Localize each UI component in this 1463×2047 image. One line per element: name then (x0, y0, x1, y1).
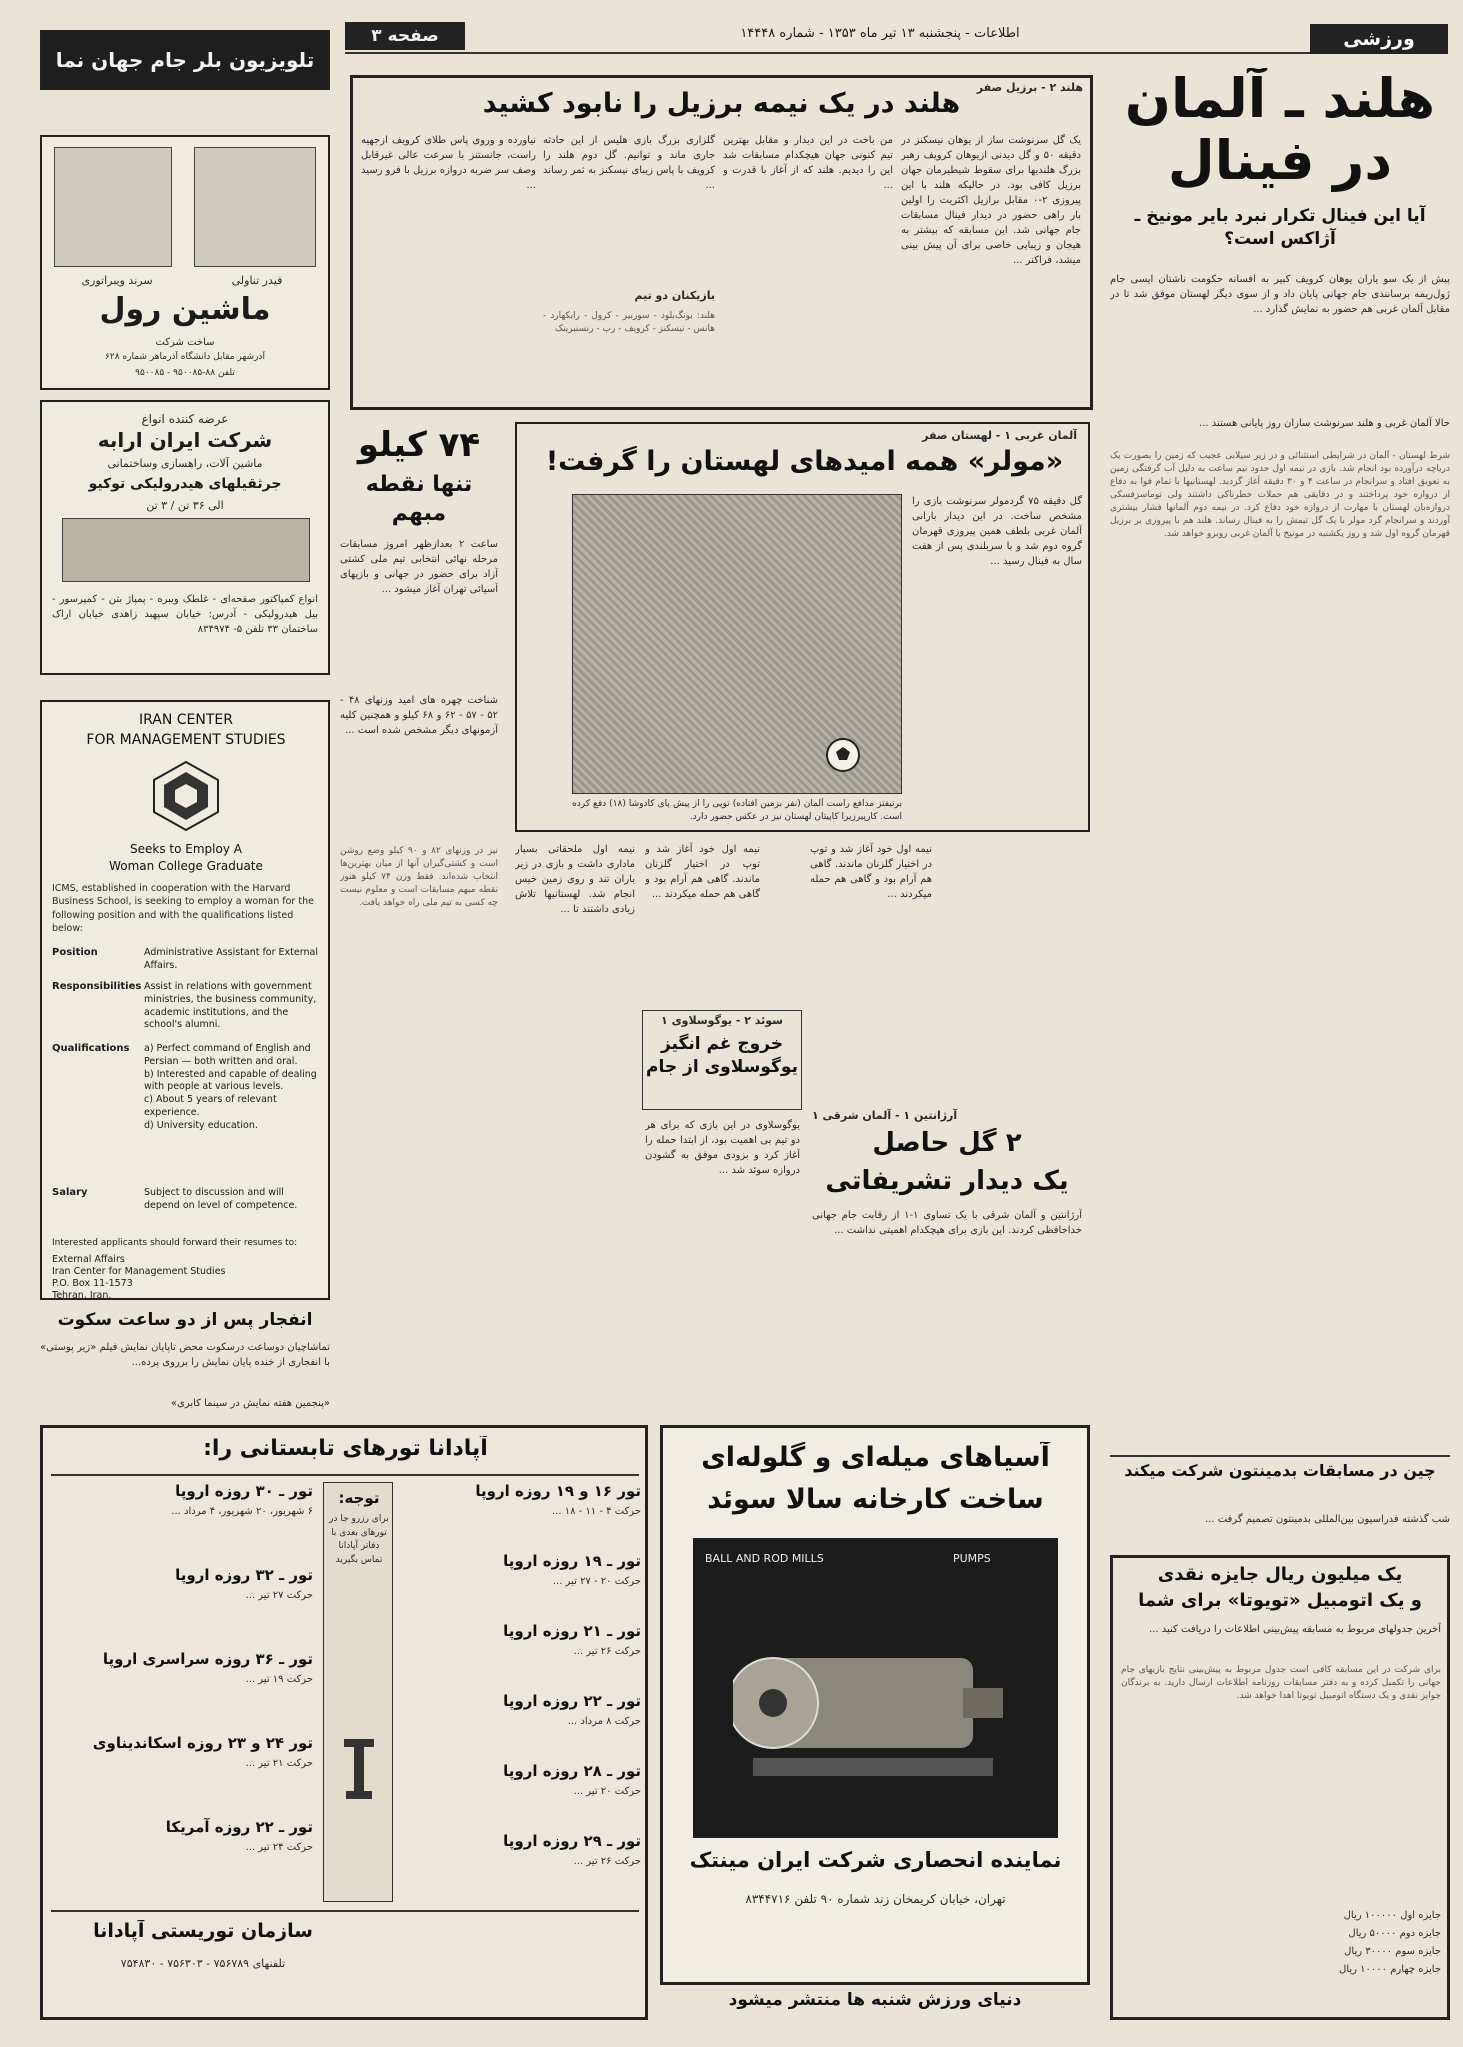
final-filler-text: شرط لهستان - آلمان در شرایطی استثنائی و در زیر سیلابی عجیب که زمین را بصورت یک دریاچه درآورده بود انجام شد. بازی در نیمه اول حدود نیم ساعت به دلیل آب گرفتگی زمین به تعویق افتاد و سرانجام در ساعت ۴ و ۳۰ دقیقه آغاز گردید. لهستانیها با تمام قوا به دفاع از دروازه خود پرداختند و در دقایقی هم حملات خطرناکی داشتند ولی توماسزفسکی دروازه‌بان لهستان با مهارت از دروازه خود دفاع کرد. در نیمه دوم آلمانها فشار بیشتری آوردند و سرانجام گرد مولر با یک گل تیمش را به فینال رساند. هلند هم با پیروزی بر برزیل قهرمان گروه اول شد و روز یکشنبه در مونیخ با آلمان غربی روبرو خواهد شد. (1110, 451, 1450, 540)
tour-name: تور ـ ۲۹ روزه اروپا (503, 1832, 641, 1850)
icms-footer-line: Iran Center for Management Studies (52, 1266, 226, 1277)
issue-line: اطلاعات - پنجشنبه ۱۳ تیر ماه ۱۳۵۳ - شماره ۱۴۴۴۸ (740, 26, 1020, 41)
icms-row-label: Salary (52, 1187, 88, 1198)
tv-ad (40, 30, 330, 90)
sweden-kicker: سوئد ۲ - یوگوسلاوی ۱ (661, 1014, 783, 1027)
mid-article-body: آرژانتین و آلمان شرقی با یک تساوی ۱-۱ از رقابت جام جهانی خداحافظی کردند. این بازی برای هیچکدام اهمیتی نداشت ... (812, 1210, 1082, 1236)
right-column (1110, 60, 1450, 1510)
top-article-col1: یک گل سرنوشت ساز از یوهان نیسکنز در دقیقه ۵۰ و گل دیدنی ازیوهان کرویف رهبر بزرگ هلندیها برای سقوط شیطیرمان جهان برزیل کافی بود. در حالیکه هلند با این پیروزی ۲-۰ مقابل برازیل اکثریت را اولین بار راهی حضور در دیدار فینال مسابقات جام جهانی شد. این مسابقه که بیشتر به هیجان و زیبایی خاصی برای آن پیش بینی میشد، فراکنر ... (901, 135, 1081, 266)
tour-name: تور ـ ۳۶ روزه سراسری اروپا (102, 1650, 313, 1668)
crane-illustration (62, 518, 310, 582)
top-article-col2: من باخت در این دیدار و مقابل بهترین تیم کنونی جهان هیچکدام مسابقات شد این را دیدیم. هلند که از آغاز با قدرت و ... (723, 135, 893, 191)
icms-footer-line: External Affairs (52, 1254, 125, 1265)
mill-ad (660, 1425, 1090, 1985)
icms-ad (40, 700, 330, 1300)
apadana-column-icon (334, 1733, 384, 1803)
icms-footer-line: P.O. Box 11-1573 (52, 1278, 133, 1289)
icms-row-value: Assist in relations with government ministries, the business community, academic institutions, and the school's alumni. (144, 981, 317, 1031)
prize-item: جایزه چهارم ۱۰۰۰۰ ریال (1339, 1964, 1441, 1975)
germany-kicker: آلمان غربی ۱ - لهستان صفر (922, 429, 1077, 442)
explosion-body: تماشاچیان دوساعت درسکوت محض تاپایان نمایش فیلم «زیر پوستی» با انفجاری از خنده پایان نمایش را برروی پرده... (40, 1342, 330, 1368)
explosion-footer: «پنجمین هفته نمایش در سینما کابری» (170, 1398, 330, 1409)
prize-headline-2: و یک اتومبیل «تویوتا» برای شما (1138, 1590, 1422, 1611)
germany-body: گل دقیقه ۷۵ گردمولر سرنوشت بازی را مشخص ساخت. در این دیدار بارانی آلمان غربی بلطف همین پیروزی قهرمان گروه دوم شد و با سربلندی پس از هفت سال به فینال رسید ... (912, 496, 1082, 567)
mill-label-right: PUMPS (953, 1552, 991, 1565)
tour-name: تور ـ ۲۲ روزه آمریکا (165, 1818, 313, 1836)
crane-sizes: الی ۳۶ تن / ۳ تن (146, 499, 224, 512)
football-icon (823, 735, 863, 775)
crane-ad (40, 400, 330, 675)
tours-bottom-rule (51, 1910, 639, 1912)
tour-text: حرکت ۲۷ تیر ... (245, 1590, 313, 1601)
tour-name: تور ۲۴ و ۲۳ روزه اسکاندیناوی (92, 1734, 313, 1752)
tour-text: حرکت ۲۱ تیر ... (245, 1758, 313, 1769)
prize-box (1110, 1555, 1450, 2020)
mill-rep: نماینده انحصاری شرکت ایران مینتک (689, 1848, 1062, 1872)
icms-logo (148, 758, 224, 834)
prize-item: جایزه دوم ۵۰۰۰۰ ریال (1348, 1928, 1441, 1939)
section-label: ورزشی (1310, 24, 1448, 54)
icms-intro: ICMS, established in cooperation with the Harvard Business School, is seeking to employ a woman for the following position and with the qualifications listed below: (52, 883, 314, 934)
badminton-headline: چین در مسابقات بدمینتون شرکت میکند (1124, 1461, 1436, 1480)
feeder-machine-illustration (194, 147, 316, 267)
mill-headline-1: آسیاهای میله‌ای و گلوله‌ای (701, 1442, 1050, 1473)
tours-left-list (53, 1482, 313, 1902)
tours-note (323, 1482, 393, 1902)
weight-headline-sub: تنها نقطه مبهم (365, 472, 473, 526)
final-headline: هلند ـ آلمان در فینال (1124, 68, 1436, 193)
icms-row-label: Responsibilities (52, 981, 142, 992)
mid-article-kicker: آرژانتین ۱ - آلمان شرقی ۱ (812, 1109, 958, 1122)
tours-agency: سازمان توریستی آپادانا (93, 1920, 313, 1942)
tour-text: حرکت ۲۶ تیر ... (573, 1646, 641, 1657)
germany-body-3: نیمه اول خود آغاز شد و توپ در اختیار گلزنان ماندند. گاهی هم آرام بود و گاهی هم حمله میکردند ... (645, 844, 760, 900)
sieve-machine-illustration (54, 147, 172, 267)
tour-name: تور ـ ۳۰ روزه اروپا (175, 1482, 313, 1500)
germany-body-2: نیمه اول ملحقاتی بسیار ماداری داشت و بازی در زیر باران تند و روی زمین خیس انجام شد. لهستانیها تلاش زیادی داشتند تا ... (515, 844, 635, 915)
top-article-section-heading: بازیکنان دو تیم (634, 289, 715, 302)
page-number: صفحه ۳ (345, 22, 465, 50)
weight-body-2: شناخت چهره های امید وزنهای ۴۸ - ۵۲ - ۵۷ - ۶۲ و ۶۸ کیلو و همچنین کلیه آزمونهای دیگر مشخص شده است ... (340, 695, 498, 736)
mill-label-left: BALL AND ROD MILLS (705, 1552, 824, 1565)
icms-row-label: Position (52, 947, 98, 958)
right-column-rule (1110, 1455, 1450, 1457)
prize-headline-1: یک میلیون ریال جایزه نقدی (1157, 1564, 1403, 1585)
tour-text: حرکت ۲۰ تیر ... (573, 1786, 641, 1797)
sweden-body: یوگوسلاوی در این بازی که برای هر دو تیم بی اهمیت بود، از ابتدا حمله را آغاز کرد و بزودی موفق به گشودن دروازه سوئد شد ... (645, 1120, 800, 1176)
tours-title: آپادانا تورهای تابستانی را: (203, 1436, 488, 1461)
tour-name: تور ـ ۲۲ روزه اروپا (503, 1692, 641, 1710)
tours-note-label: توجه: (338, 1489, 380, 1507)
top-article-kicker: هلند ۲ - برزیل صفر (976, 81, 1083, 94)
footer-note: دنیای ورزش شنبه ها منتشر میشود (728, 1990, 1022, 2010)
tour-text: حرکت ۲۴ تیر ... (245, 1842, 313, 1853)
tour-text: حرکت ۲۶ تیر ... (573, 1856, 641, 1867)
top-article-lineup-text: هلند: یونگ‌بلود - سوربیر - کرول - رایکهارد - هانس - نیسکنز - کرویف - رپ - رنسنبرینک (543, 311, 715, 335)
match-photo (572, 494, 902, 794)
tour-name: تور ـ ۲۱ روزه اروپا (503, 1622, 641, 1640)
final-subhead: آیا این فینال تکرار نبرد بایر مونیخ ـ آژاکس است؟ (1134, 206, 1426, 249)
crane-items: ماشین آلات، راهسازی وساختمانی (107, 457, 263, 470)
header-rule (345, 52, 1445, 54)
icms-footer-line: Tehran, Iran. (52, 1290, 112, 1300)
mid-article-headline-small: ۲ گل حاصل (872, 1128, 1022, 1158)
match-photo-caption: برتیفتز مدافع راست آلمان (نفر بزمین افتاده) توپی را از پیش پای کادوشا (۱۸) دفع کرده است. کارپیرزیرا کاپیتان لهستان نیز در عکس حضور دارد. (572, 799, 902, 822)
icms-seeks-line1: Seeks to Employ A (130, 842, 242, 856)
weight-body: ساعت ۲ بعدازظهر امروز مسابقات مرحله نهائی انتخابی تیم ملی کشتی آزاد برای حضور در جهانی و بازیهای آسیائی تهران آغاز میشود ... (340, 539, 498, 595)
tours-right-list (403, 1482, 641, 1902)
crane-offer: عرضه کننده انواع (141, 412, 229, 426)
ball-mill-icon (733, 1608, 1018, 1808)
icms-seeks-line2: Woman College Graduate (109, 859, 263, 873)
weight-headline-big: ۷۴ کیلو (357, 425, 481, 465)
tour-text: حرکت ۴ - ۱۱ - ۱۸ ... (552, 1506, 641, 1517)
machine-maker: ساخت شرکت (155, 337, 215, 348)
tour-name: تور ۱۶ و ۱۹ روزه اروپا (475, 1482, 641, 1500)
weight-article (340, 425, 498, 1425)
top-article-col3: گلزاری بزرگ بازی هلیس از این حادثه جاری ماند و توانیم. گل دوم هلند را کرویف با پاس زیبای نیسکنز به ثمر رساند ... (543, 135, 715, 191)
weight-filler-text: نیز در وزنهای ۸۲ و ۹۰ کیلو وضع روشن است و کشتی‌گیران آنها از میان بهترین‌ها انتخاب شده‌اند. فقط وزن ۷۴ کیلو هنوز نقطه مبهم مسابقات است و معلوم نیست چه کسی به تیم ملی راه خواهد یافت. (340, 846, 498, 909)
tour-name: تور ـ ۲۸ روزه اروپا (503, 1762, 641, 1780)
top-article-col4: نیاورده و وروی پاس طلای کرویف ازجهیه راست، جانستنز با سرعت عالی غیرقابل وصف سر ضربه دروازه برزیل با فرو رسید ... (361, 135, 536, 191)
badminton-body: شب گذشته فدراسیون بین‌المللی بدمینتون تصمیم گرفت ... (1204, 1514, 1450, 1525)
machine-brand: ماشین رول (99, 292, 271, 327)
machine-label-left: سرند ویبراتوری (81, 274, 153, 287)
germany-headline: «مولر» همه امیدهای لهستان را گرفت! (545, 446, 1064, 477)
tour-text: حرکت ۲۰ - ۲۷ تیر ... (552, 1576, 641, 1587)
prize-item: جایزه سوم ۳۰۰۰۰ ریال (1344, 1946, 1441, 1957)
icms-row-value: Subject to discussion and will depend on level of competence. (144, 1187, 298, 1211)
icms-title-line1: IRAN CENTER (138, 712, 233, 728)
machine-phone: تلفن ۸۸-۹۵۰۰۸۵ - ۹۵۰۰۸۵ (135, 368, 235, 378)
sweden-headline: خروج غم انگیز یوگوسلاوی از جام (646, 1034, 798, 1077)
prize-body: آخرین جدولهای مربوط به مسابقه پیش‌بینی اطلاعات را دریافت کنید ... (1149, 1624, 1441, 1635)
crane-company: شرکت ایران ارابه (97, 428, 273, 452)
icms-row-label: Qualifications (52, 1043, 130, 1054)
tours-phones: تلفنهای ۷۵۶۷۸۹ - ۷۵۶۳۰۳ - ۷۵۴۸۳۰ (120, 1957, 286, 1970)
tour-name: تور ـ ۳۲ روزه اروپا (175, 1566, 313, 1584)
tours-title-rule (51, 1474, 639, 1476)
top-article-frame (350, 75, 1093, 410)
machine-ad (40, 135, 330, 390)
mid-article-body-a: نیمه اول خود آغاز شد و توپ در اختیار گلزنان ماندند. گاهی هم آرام بود و گاهی هم حمله میکردند ... (810, 844, 932, 900)
crane-line: جرثقیلهای هیدرولیکی توکیو (88, 476, 282, 492)
icms-table (52, 947, 322, 1237)
icms-row-value: Administrative Assistant for External Affairs. (144, 947, 318, 971)
explosion-article (40, 1310, 330, 1420)
top-article-headline: هلند در یک نیمه برزیل را نابود کشید (482, 88, 961, 119)
crane-products: انواع کمپاکتور صفحه‌ای - غلطک ویبره - پمپاژ بتن - کمپرسور - بیل هیدرولیکی - آدرس: خیابان سپهبد زاهدی خیابان اراک ساختمان ۳۳ تلفن ۵- ۸۳۴۹۷۴ (52, 594, 318, 635)
tour-text: ۶ شهریور، ۲۰ شهریور، ۴ مرداد ... (171, 1506, 313, 1517)
mill-headline-2: ساخت کارخانه سالا سوئد (707, 1484, 1044, 1515)
icms-row-value: a) Perfect command of English and Persian — both written and oral. b) Interested and capable of dealing with people at various levels. c) About 5 years of relevant experience. d) University education. (144, 1043, 317, 1131)
mid-article-headline: یک دیدار تشریفاتی (825, 1166, 1069, 1196)
final-body: پیش از یک سو یاران یوهان کرویف کبیر به افسانه حکومت ناشتان ایسی جام ژول‌ریمه برسانندی جام جهانی پایان داد و از سوی دیگر لهستان موفق شد تا در مقابل آلمان غربی هم حضور به نمایش گذارد ... (1110, 274, 1450, 315)
tours-note-text: برای رزرو جا در تورهای بعدی با دفاتر آپادانا تماس بگیرید (329, 1514, 389, 1565)
tv-ad-title: تلویزیون بلر جام جهان نما (55, 48, 315, 72)
mill-address: تهران، خیابان کریمخان زند شماره ۹۰ تلفن ۸۳۴۴۷۱۶ (745, 1892, 1006, 1906)
explosion-headline: انفجار پس از دو ساعت سکوت (57, 1310, 313, 1330)
mill-illustration (693, 1538, 1058, 1838)
icms-footer-intro: Interested applicants should forward their resumes to: (52, 1238, 298, 1248)
sweden-box (642, 1010, 802, 1110)
tours-ad (40, 1425, 648, 2020)
tour-text: حرکت ۸ مرداد ... (567, 1716, 641, 1727)
tour-name: تور ـ ۱۹ روزه اروپا (503, 1552, 641, 1570)
machine-label-right: فیدر تناولی (231, 274, 283, 287)
machine-address: آذرشهر مقابل دانشگاه آذرماهر شماره ۶۲۸ (105, 352, 265, 362)
prize-item: جایزه اول ۱۰۰۰۰۰ ریال (1343, 1910, 1441, 1921)
tour-text: حرکت ۱۹ تیر ... (245, 1674, 313, 1685)
prize-filler-text: برای شرکت در این مسابقه کافی است جدول مربوط به پیش‌بینی نتایج بازیهای جام جهانی را تکمیل کرده و به دفتر مسابقات روزنامه اطلاعات ارسال دارید. به برندگان جوایز نقدی و یک دستگاه اتومبیل تویوتا اهدا خواهد شد. (1121, 1665, 1441, 1702)
icms-title-line2: FOR MANAGEMENT STUDIES (86, 732, 286, 748)
final-body-2: حالا آلمان غربی و هلند سرنوشت سازان روز پایانی هستند ... (1199, 418, 1450, 429)
germany-article-frame (515, 422, 1090, 832)
